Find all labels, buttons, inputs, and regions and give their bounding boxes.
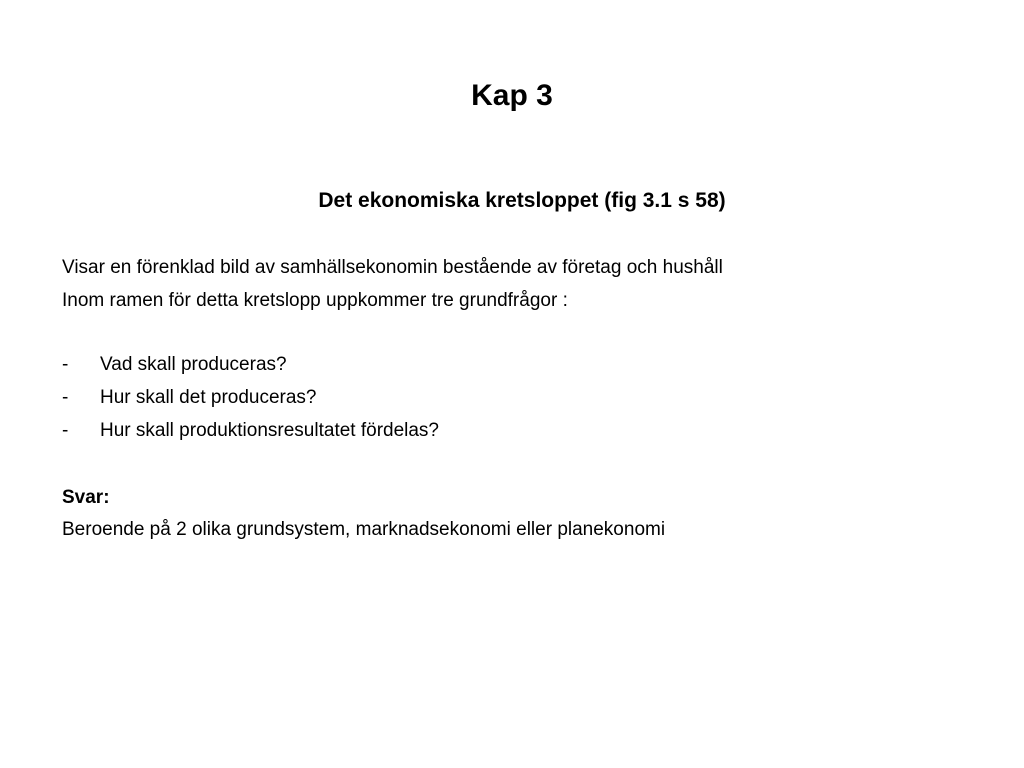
- bullet-marker: -: [62, 387, 69, 408]
- bullet-text: Hur skall produktionsresultatet fördelas?: [100, 420, 440, 441]
- bullet-marker: -: [62, 420, 69, 441]
- slide-subtitle: Det ekonomiska kretsloppet (fig 3.1 s 58): [318, 189, 726, 212]
- answer-text: Beroende på 2 olika grundsystem, marknadsekonomi eller planekonomi: [62, 519, 666, 540]
- bullet-marker: -: [62, 354, 69, 375]
- slide-title: Kap 3: [471, 79, 553, 112]
- intro-line-1: Visar en förenklad bild av samhällsekonomin bestående av företag och hushåll: [62, 257, 723, 278]
- bullet-text: Hur skall det produceras?: [100, 387, 317, 408]
- intro-line-2: Inom ramen för detta kretslopp uppkommer tre grundfrågor :: [62, 290, 568, 311]
- bullet-text: Vad skall produceras?: [100, 354, 287, 375]
- answer-heading: Svar:: [62, 487, 110, 508]
